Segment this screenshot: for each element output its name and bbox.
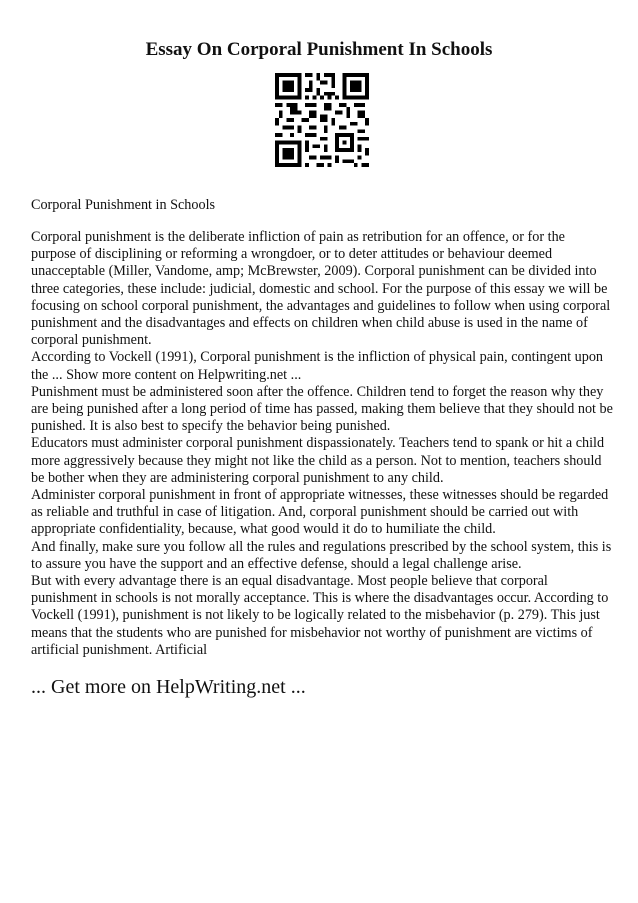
section-heading: Corporal Punishment in Schools	[31, 197, 216, 213]
get-more-link[interactable]: ... Get more on HelpWriting.net ...	[31, 676, 306, 698]
paragraph: But with every advantage there is an equal disadvantage. Most people believe that corporal punishment in schools is not morally acceptance. This is where the disadvantages occur. According to Vockell (1991), punishment is not likely to be logically related to the misbehavior (p. 279). This just means that the students who are punished for misbehavior not worthy of punishment are victims of artificial punishment. Artificial	[31, 573, 609, 658]
paragraph: Administer corporal punishment in front of appropriate witnesses, these witnesses should be regarded as reliable and truthful in case of litigation. And, corporal punishment should be carried out with appropriate confidentiality, because, what good would it do to humiliate the child.	[31, 487, 609, 538]
paragraph: Educators must administer corporal punishment dispassionately. Teachers tend to spank or hit a child more aggressively because they might not like the child as a person. Not to mention, teachers should be bother when they are administering corporal punishment to any child.	[31, 435, 605, 486]
paragraph: And finally, make sure you follow all the rules and regulations prescribed by the school system, this is to assure you have the support and an effective defense, should a legal challenge arise.	[31, 538, 612, 572]
paragraph: According to Vockell (1991), Corporal punishment is the infliction of physical pain, contingent upon the ... Show more content on Helpwriting.net ...	[31, 349, 604, 383]
essay-body	[31, 229, 613, 659]
qr-code-icon	[275, 73, 369, 167]
paragraph: Punishment must be administered soon after the offence. Children tend to forget the reason why they are being punished after a long period of time has passed, making them believe that they should not be punished. It is also best to specify the behavior being punished.	[31, 383, 613, 435]
page-title: Essay On Corporal Punishment In Schools	[145, 39, 493, 60]
paragraph: Corporal punishment is the deliberate infliction of pain as retribution for an offence, or for the purpose of disciplining or reforming a wrongdoer, or to deter attitudes or behaviour deemed unacceptable (Miller, Vandome, amp; McBrewster, 2009). Corporal punishment can be divided into three categories, these include: judicial, domestic and school. For the purpose of this essay we will be focusing on school corporal punishment, the advantages and guidelines to follow when using corporal punishment and the disadvantages and effects on children when child abuse is used in the name of corporal punishment.	[31, 229, 611, 349]
